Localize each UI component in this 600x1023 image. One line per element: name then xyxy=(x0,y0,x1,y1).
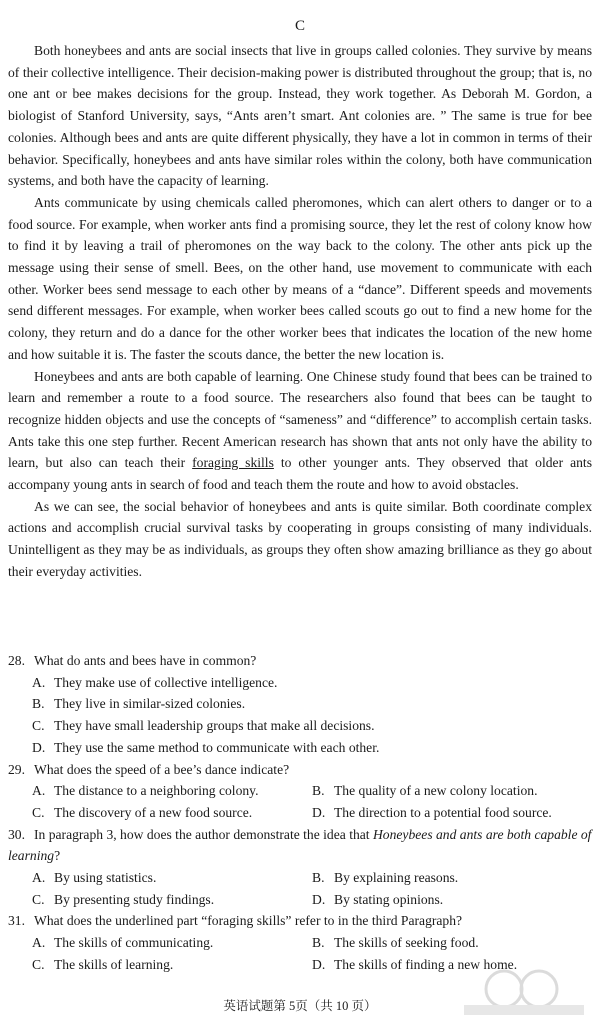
option-29-c[interactable] xyxy=(32,802,312,824)
option-text: They live in similar-sized colonies. xyxy=(54,696,246,712)
question-28 xyxy=(8,650,592,759)
option-label: D. xyxy=(312,804,326,820)
passage-paragraph-1: Both honeybees and ants are social insects that live in groups called colonies. They survive by means of their collective intelligence. Their decision-making power is distributed throughout the group; that is, no one ant or bee makes decisions for the group. Instead, they work together. As Deborah M. Gordon, a biologist of Stanford University, says, “Ants aren’t smart. Ant colonies are. ” The same is true for bee colonies. Although bees and ants are quite different physically, they have a lot in common in terms of their behavior. Specifically, honeybees and ants have similar roles within the colony, both have communication systems, and both have the capacity of learning. xyxy=(8,43,592,189)
option-label: A. xyxy=(32,935,46,951)
option-28-c[interactable] xyxy=(32,715,592,737)
option-label: A. xyxy=(32,870,46,886)
paragraph-3-text-before: Honeybees and ants are both capable of learning. One Chinese study found that bees can be trained to learn and remember a route to a food source. The researchers also found that bees can be taught to recognize hidden objects and use the concepts of “sameness” and “difference” to accomplish certain tasks. Ants take this one step further. Recent American research has shown that ants not only have the ability to learn, but also can teach their xyxy=(8,368,592,471)
option-30-d[interactable] xyxy=(312,889,592,911)
option-text: They have small leadership groups that make all decisions. xyxy=(54,718,375,734)
option-label: B. xyxy=(312,870,325,886)
passage-paragraph-2: Ants communicate by using chemicals called pheromones, which can alert others to danger or to a food source. For example, when worker ants find a promising source, they let the rest of colony know how to find it by leaving a trail of pheromones on the way back to the colony. The other ants pick up the message using their sense of smell. Bees, on the other hand, use movement to communicate with each other. Worker bees send message to each other by means of a “dance”. Different speeds and movements send different messages. For example, when worker bees called scouts go out to find a new home for the colony, they return and do a dance for the other worker bees that indicates the location of the new home and how suitable it is. The faster the scouts dance, the better the new location is. xyxy=(8,194,592,362)
option-text: The discovery of a new food source. xyxy=(54,804,253,820)
option-30-a[interactable] xyxy=(32,867,312,889)
question-29 xyxy=(8,759,592,824)
option-31-a[interactable] xyxy=(32,932,312,954)
option-text: The skills of finding a new home. xyxy=(334,956,518,972)
option-30-c[interactable] xyxy=(32,889,312,911)
option-text: The distance to a neighboring colony. xyxy=(54,783,259,799)
question-stem-italic: Honeybees and ants are both capable of learning xyxy=(8,826,592,864)
passage-paragraph-3 xyxy=(8,366,592,496)
question-stem-before: In paragraph 3, how does the author demonstrate the idea that xyxy=(34,826,373,842)
option-label: C. xyxy=(32,718,45,734)
option-text: They use the same method to communicate with each other. xyxy=(54,739,380,755)
option-text: By using statistics. xyxy=(54,870,157,886)
option-text: By stating opinions. xyxy=(334,891,444,907)
option-text: They make use of collective intelligence. xyxy=(54,674,278,690)
option-text: The skills of learning. xyxy=(54,956,174,972)
option-label: B. xyxy=(312,783,325,799)
option-label: C. xyxy=(32,804,45,820)
question-stem: What do ants and bees have in common? xyxy=(34,653,257,668)
option-text: By explaining reasons. xyxy=(334,870,459,886)
passage-paragraph-4: As we can see, the social behavior of honeybees and ants is quite similar. Both coordinate complex actions and accomplish crucial survival tasks by cooperating in groups consisting of many individuals. Unintelligent as they may be as individuals, as groups they often show amazing brilliance as they go about their everyday activities. xyxy=(8,498,592,579)
option-29-d[interactable] xyxy=(312,802,592,824)
option-label: D. xyxy=(32,739,46,755)
section-label: C xyxy=(294,18,305,34)
option-label: B. xyxy=(32,696,45,712)
option-label: B. xyxy=(312,935,325,951)
question-30 xyxy=(8,824,592,911)
question-31 xyxy=(8,910,592,975)
option-text: By presenting study findings. xyxy=(54,891,215,907)
question-number: 31. xyxy=(8,913,25,929)
option-28-d[interactable] xyxy=(32,737,592,759)
option-28-a[interactable] xyxy=(32,672,592,694)
underlined-phrase: foraging skills xyxy=(192,455,274,471)
reading-passage xyxy=(8,40,592,583)
question-list xyxy=(8,650,592,976)
question-number: 28. xyxy=(8,653,25,668)
option-label: C. xyxy=(32,956,45,972)
option-29-b[interactable] xyxy=(312,780,592,802)
question-stem-after: ? xyxy=(54,848,61,864)
question-number: 29. xyxy=(8,761,25,777)
paragraph-3-text-after: to other younger ants. They observed that older ants accompany young ants in search of food and teach them the route and how to avoid obstacles. xyxy=(8,455,592,493)
option-30-b[interactable] xyxy=(312,867,592,889)
question-stem: What does the underlined part “foraging skills” refer to in the third Paragraph? xyxy=(34,913,463,929)
option-29-a[interactable] xyxy=(32,780,312,802)
page-footer: 英语试题第 5页（共 10 页） xyxy=(223,999,377,1013)
option-label: D. xyxy=(312,891,326,907)
option-text: The skills of communicating. xyxy=(54,935,214,951)
question-number: 30. xyxy=(8,826,25,842)
option-text: The skills of seeking food. xyxy=(334,935,479,951)
option-text: The direction to a potential food source. xyxy=(334,804,552,820)
question-stem: What does the speed of a bee’s dance indicate? xyxy=(34,761,290,777)
option-label: A. xyxy=(32,674,46,690)
option-text: The quality of a new colony location. xyxy=(334,783,538,799)
option-label: A. xyxy=(32,783,46,799)
option-31-c[interactable] xyxy=(32,954,312,976)
option-31-b[interactable] xyxy=(312,932,592,954)
option-28-b[interactable] xyxy=(32,693,592,715)
option-label: D. xyxy=(312,956,326,972)
watermark-logo xyxy=(444,967,594,1017)
option-label: C. xyxy=(32,891,45,907)
